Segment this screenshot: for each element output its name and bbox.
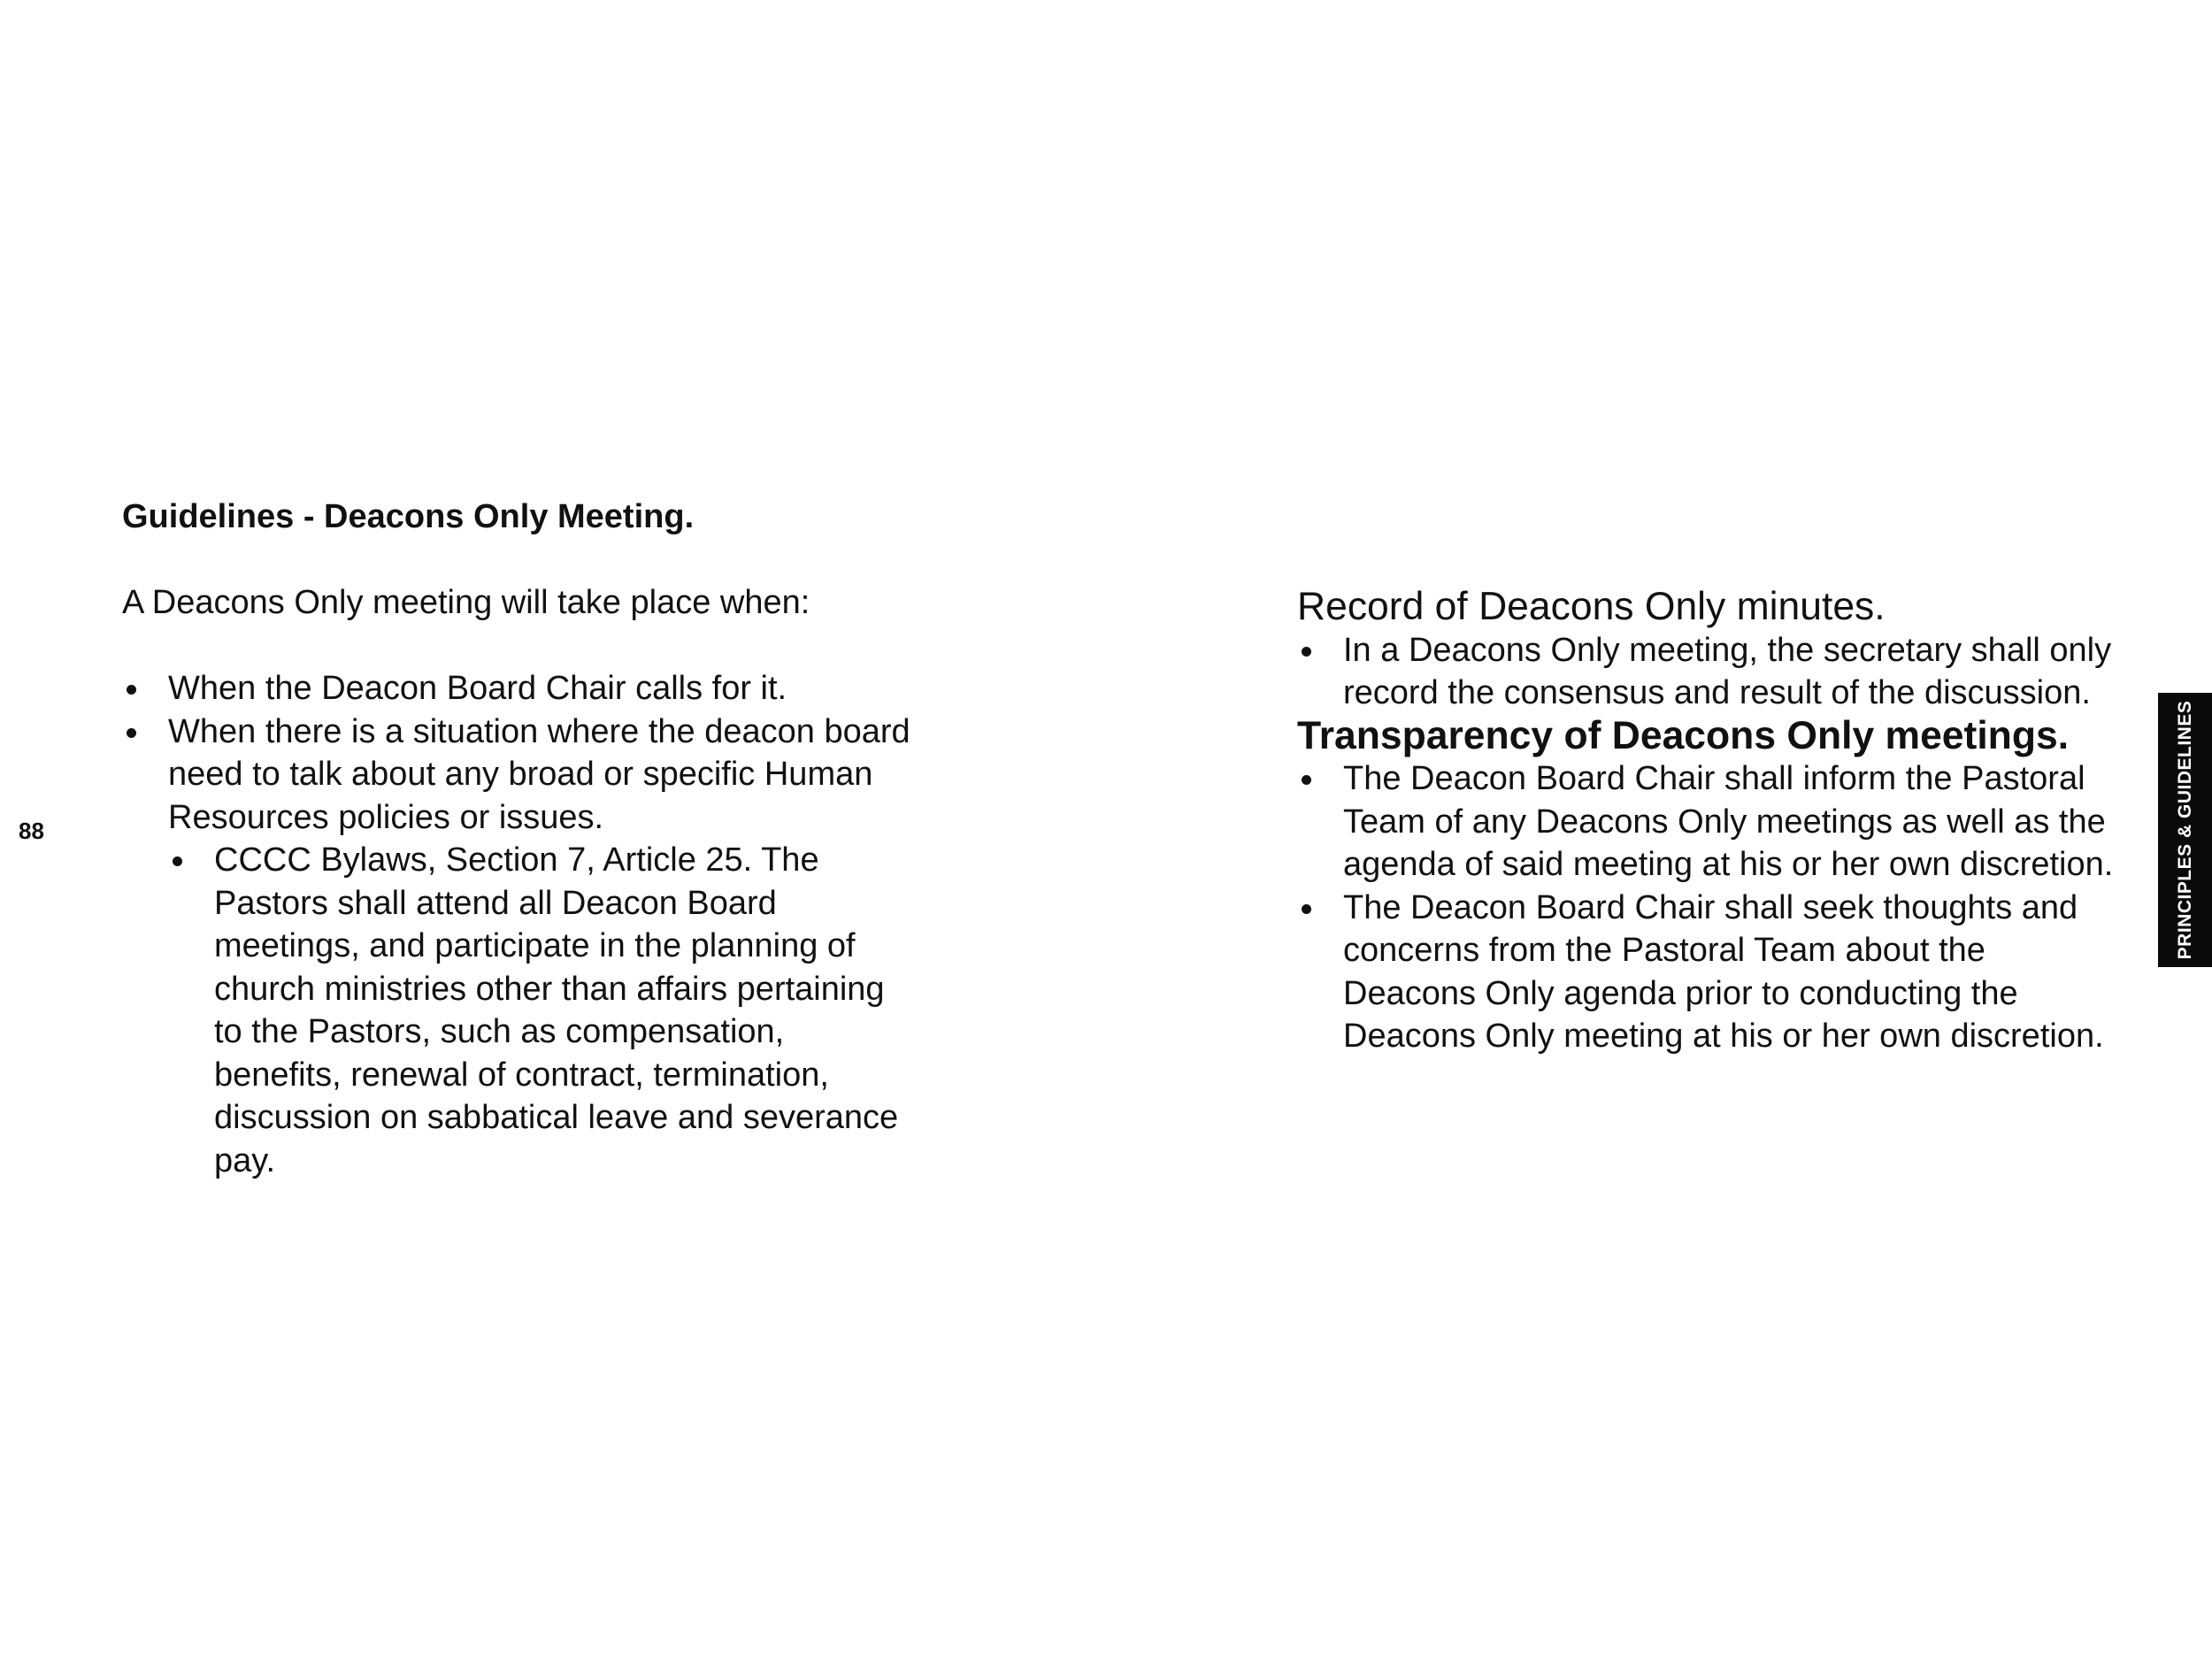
section-heading-record-minutes: Record of Deacons Only minutes. — [1297, 585, 1886, 628]
list-item: The Deacon Board Chair shall seek thoughts and concerns from the Pastoral Team about the Deacons Only agenda prior to conducting the Deacons Only meeting at his or her own discretion. — [1297, 887, 2120, 1058]
side-tab-label: PRINCIPLES & GUIDELINES — [2174, 700, 2195, 960]
list-item: The Deacon Board Chair shall inform the Pastoral Team of any Deacons Only meetings as well as the agenda of said meeting at his or her own discretion. — [1297, 757, 2120, 887]
page-number: 88 — [19, 818, 44, 844]
section-heading-guidelines: Guidelines - Deacons Only Meeting. — [122, 498, 695, 535]
right-column — [1297, 586, 2120, 1058]
nested-bullet-list — [168, 839, 918, 1182]
list-item: In a Deacons Only meeting, the secretary shall only record the consensus and result of the discussion. — [1297, 629, 2120, 715]
section-side-tab — [2158, 693, 2212, 967]
bullet-list — [1297, 757, 2120, 1058]
left-column — [122, 495, 918, 1182]
intro-paragraph: A Deacons Only meeting will take place when: — [122, 584, 810, 621]
nested-list-item: CCCC Bylaws, Section 7, Article 25. The Pastors shall attend all Deacon Board meetings, and participate in the planning of church ministries other than affairs pertaining to the Pastors, such as compensation, benefits, renewal of contract, termination, discussion on sabbatical leave and severance pay. — [168, 839, 918, 1182]
list-item-text: When there is a situation where the deacon board need to talk about any broad or specific Human Resources policies or issues. — [168, 712, 910, 836]
bullet-list — [122, 667, 918, 1182]
section-heading-transparency: Transparency of Deacons Only meetings. — [1297, 713, 2070, 757]
bullet-list — [1297, 629, 2120, 715]
list-item: When the Deacon Board Chair calls for it. — [122, 667, 918, 710]
list-item — [122, 710, 918, 1183]
